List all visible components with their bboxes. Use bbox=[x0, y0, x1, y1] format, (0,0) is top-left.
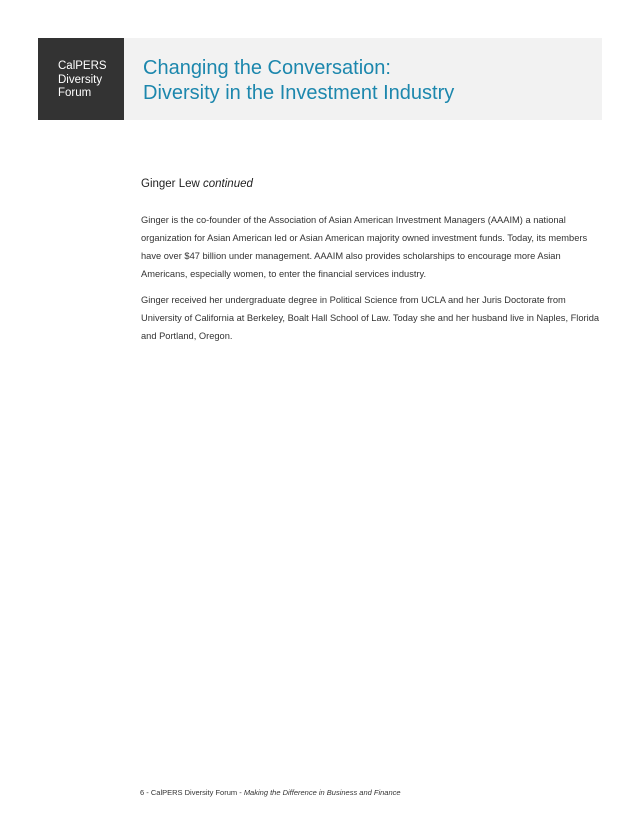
paragraph: Ginger is the co-founder of the Association of Asian American Investment Managers (AAAIM) a national organization for Asian American led or Asian American majority owned investment funds. Today, its members have over $47 billion under management. AAAIM also provides scholarships to encourage more Asian Americans, especially women, to enter the financial services industry. bbox=[141, 215, 588, 279]
continued-label: continued bbox=[203, 178, 253, 190]
paragraph: Ginger received her undergraduate degree in Political Science from UCLA and her Juris Doctorate from University of California at Berkeley, Boalt Hall School of Law. Today she and her husband live in Naples, Florida and Portland, Oregon. bbox=[141, 295, 600, 341]
brand-label: CalPERS Diversity Forum bbox=[58, 60, 107, 99]
page-number: 6 bbox=[140, 788, 145, 797]
section-heading bbox=[141, 178, 253, 190]
brand-block bbox=[38, 38, 124, 120]
footer-publication: CalPERS Diversity Forum - bbox=[150, 788, 242, 797]
page-footer bbox=[140, 788, 401, 797]
body-text bbox=[141, 211, 603, 353]
person-name: Ginger Lew bbox=[141, 178, 200, 190]
footer-tagline: Making the Difference in Business and Finance bbox=[243, 788, 401, 797]
page-title: Changing the Conversation: Diversity in the Investment Industry bbox=[143, 57, 455, 104]
footer-separator: - bbox=[146, 788, 149, 797]
